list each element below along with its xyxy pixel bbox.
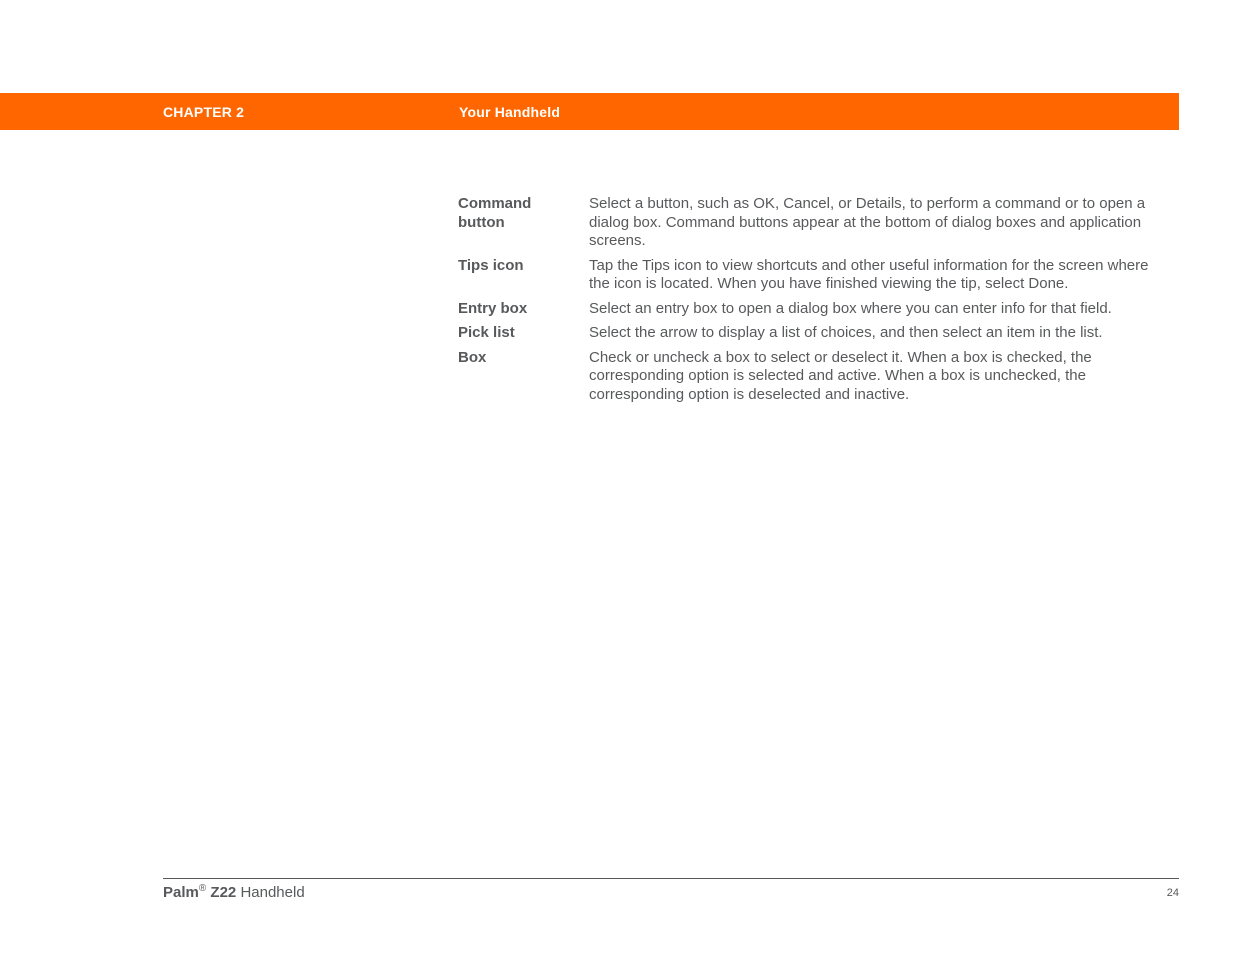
description-tips-icon: Tap the Tips icon to view shortcuts and other useful information for the screen where the icon is located. When you have finished viewing the tip, select Done. xyxy=(589,256,1149,292)
description-entry-box: Select an entry box to open a dialog box where you can enter info for that field. xyxy=(589,299,1112,317)
term-pick-list xyxy=(458,324,589,343)
term-line: Command xyxy=(458,195,532,212)
footer-divider xyxy=(163,878,1179,879)
term-line: Tips icon xyxy=(458,256,524,274)
definition-row-entry-box xyxy=(458,300,1158,319)
footer-product-suffix: Handheld xyxy=(240,884,305,901)
chapter-label: CHAPTER 2 xyxy=(163,104,245,120)
term-tips-icon xyxy=(458,257,589,294)
page-number: 24 xyxy=(1166,887,1179,899)
term-line: Pick list xyxy=(458,324,515,341)
term-entry-box xyxy=(458,300,589,319)
definition-list xyxy=(458,195,1158,410)
footer-product-name xyxy=(163,884,305,901)
term-line: button xyxy=(458,213,505,231)
definition-row-command-button xyxy=(458,195,1158,251)
term-command-button xyxy=(458,195,589,251)
registered-mark: ® xyxy=(198,883,207,894)
term-line: Entry box xyxy=(458,299,528,317)
definition-row-pick-list xyxy=(458,324,1158,343)
term-box xyxy=(458,349,589,405)
definition-row-tips-icon xyxy=(458,257,1158,294)
description-pick-list: Select the arrow to display a list of choices, and then select an item in the list. xyxy=(589,324,1103,341)
description-command-button: Select a button, such as OK, Cancel, or Details, to perform a command or to open a dialog box. Command buttons appear at the bottom of dialog boxes and application screens. xyxy=(589,195,1146,249)
definition-row-box xyxy=(458,349,1158,405)
term-line: Box xyxy=(458,348,487,366)
footer-brand: Palm xyxy=(163,884,199,901)
chapter-title: Your Handheld xyxy=(459,104,561,120)
footer-model: Z22 xyxy=(210,884,237,901)
description-box: Check or uncheck a box to select or deselect it. When a box is checked, the corresponding option is selected and active. When a box is unchecked, the corresponding option is deselected and inactive. xyxy=(589,348,1092,403)
